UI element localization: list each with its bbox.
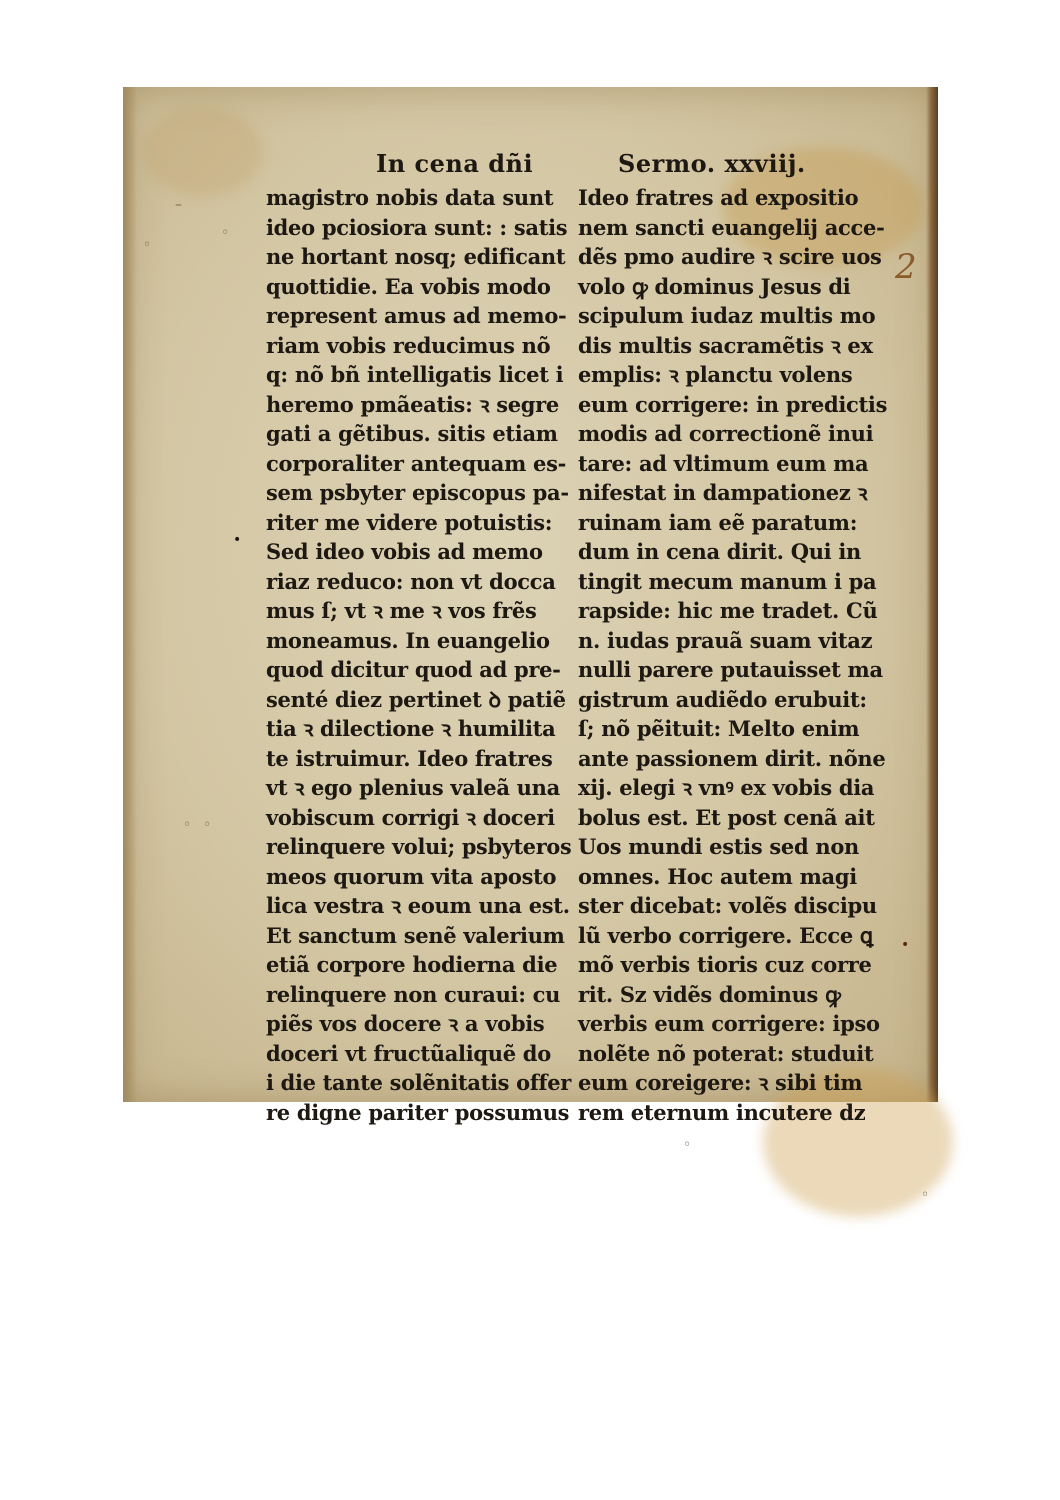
text-line: ster dicebat: volẽs discipu bbox=[578, 893, 877, 918]
text-line: piẽs vos docere ꝛ a vobis bbox=[266, 1011, 545, 1036]
text-line: riaz reduco: non vt docca bbox=[266, 568, 556, 594]
right-text-column bbox=[578, 149, 888, 1127]
text-line: volo ꝙ dominus Jesus di bbox=[578, 273, 851, 299]
age-stain bbox=[143, 107, 263, 197]
text-line: eum coreigere: ꝛ sibi tim bbox=[578, 1070, 863, 1095]
text-line: tare: ad vltimum eum ma bbox=[578, 450, 869, 476]
text-line: relinquere volui; psbyteros bbox=[266, 834, 572, 859]
text-line: Ideo fratres ad expositio bbox=[578, 185, 859, 210]
margin-dot: ◦ bbox=[143, 237, 152, 253]
text-line: meos quorum vita aposto bbox=[266, 863, 557, 889]
margin-dot: • bbox=[233, 532, 242, 548]
text-line: i die tante solẽnitatis offer bbox=[266, 1070, 571, 1095]
text-line: lica vestra ꝛ eoum una est. bbox=[266, 893, 570, 918]
running-head-left: In cena dñi bbox=[376, 149, 534, 178]
margin-dot: • bbox=[901, 937, 910, 953]
text-line: scipulum iudaz multis mo bbox=[578, 303, 876, 328]
text-line: modis ad correctionẽ inui bbox=[578, 421, 874, 446]
text-line: eum corrigere: in predictis bbox=[578, 391, 888, 417]
text-line: ante passionem dirit. nõne bbox=[578, 745, 886, 771]
text-line: riam vobis reducimus nõ bbox=[266, 332, 551, 358]
text-line: quod dicitur quod ad pre- bbox=[266, 657, 561, 682]
text-line: re digne pariter possumus bbox=[266, 1099, 570, 1125]
text-line: rit. Sz vidẽs dominus ꝙ bbox=[578, 981, 841, 1007]
right-column-lines bbox=[578, 183, 888, 1127]
margin-pencil-note: 2 bbox=[895, 247, 917, 287]
text-line: nem sancti euangelij acce- bbox=[578, 214, 885, 240]
text-line: ideo pciosiora sunt: : satis bbox=[266, 214, 568, 240]
text-line: omnes. Hoc autem magi bbox=[578, 863, 857, 889]
text-line: ne hortant nosq; edificant bbox=[266, 244, 566, 269]
text-line: riter me videre potuistis: bbox=[266, 509, 553, 535]
left-column-lines bbox=[266, 183, 571, 1127]
text-line: emplis: ꝛ planctu volens bbox=[578, 362, 853, 387]
text-line: xij. elegi ꝛ vnꝰ ex vobis dia bbox=[578, 775, 875, 800]
margin-dash: – bbox=[175, 197, 182, 213]
text-line: ruinam iam eẽ paratum: bbox=[578, 509, 858, 535]
text-line: quottidie. Ea vobis modo bbox=[266, 273, 551, 299]
text-line: etiã corpore hodierna die bbox=[266, 952, 558, 977]
margin-dot: ◦ bbox=[683, 1137, 692, 1153]
text-line: bolus est. Et post cenã ait bbox=[578, 804, 875, 830]
text-line: represent amus ad memo- bbox=[266, 303, 567, 328]
text-line: ſ; nõ pẽituit: Melto enim bbox=[578, 716, 860, 741]
text-line: moneamus. In euangelio bbox=[266, 627, 550, 653]
text-line: nulli parere putauisset ma bbox=[578, 657, 883, 682]
text-line: Sed ideo vobis ad memo bbox=[266, 539, 543, 564]
text-line: gistrum audiẽdo erubuit: bbox=[578, 686, 867, 712]
text-line: sem psbyter episcopus pa- bbox=[266, 480, 569, 505]
text-line: relinquere non curaui: cu bbox=[266, 981, 561, 1007]
running-head-right: Sermo. xxviij. bbox=[618, 149, 806, 178]
text-line: rapside: hic me tradet. Cũ bbox=[578, 598, 878, 623]
text-line: dẽs pmo audire ꝛ scire uos bbox=[578, 244, 882, 269]
text-line: heremo pmãeatis: ꝛ segre bbox=[266, 391, 559, 417]
text-line: vt ꝛ ego plenius valeã una bbox=[266, 775, 560, 800]
text-line: q: nõ bñ intelligatis licet i bbox=[266, 362, 564, 387]
text-line: te istruimur. Ideo fratres bbox=[266, 745, 553, 771]
text-line: lũ verbo corrigere. Ecce ꝗ bbox=[578, 922, 873, 948]
text-line: rem eternum incutere dz bbox=[578, 1099, 866, 1125]
page-gutter-shadow bbox=[123, 87, 137, 1102]
text-line: corporaliter antequam es- bbox=[266, 450, 567, 476]
text-line: senté diez pertinet ꝺ patiẽ bbox=[266, 686, 566, 712]
margin-dot: ◦ bbox=[221, 225, 230, 241]
text-line: mõ verbis tioris cuz corre bbox=[578, 952, 872, 977]
text-line: nifestat in dampationez ꝛ bbox=[578, 480, 868, 505]
margin-dot: ◦ bbox=[183, 817, 192, 833]
text-line: doceri vt fructũaliquẽ do bbox=[266, 1040, 551, 1066]
text-line: n. iudas prauã suam vitaz bbox=[578, 627, 873, 653]
text-line: dis multis sacramẽtis ꝛ ex bbox=[578, 332, 873, 358]
text-line: dum in cena dirit. Qui in bbox=[578, 539, 861, 564]
text-line: tia ꝛ dilectione ꝛ humilita bbox=[266, 716, 556, 741]
text-line: vobiscum corrigi ꝛ doceri bbox=[266, 804, 555, 830]
book-page bbox=[123, 87, 938, 1203]
text-line: mus ſ; vt ꝛ me ꝛ vos frẽs bbox=[266, 598, 537, 623]
margin-dot: ◦ bbox=[203, 817, 212, 833]
text-line: magistro nobis data sunt bbox=[266, 185, 554, 210]
text-line: nolẽte nõ poterat: studuit bbox=[578, 1040, 874, 1066]
text-line: gati a gẽtibus. sitis etiam bbox=[266, 421, 558, 446]
text-line: Uos mundi estis sed non bbox=[578, 834, 859, 859]
text-line: verbis eum corrigere: ipso bbox=[578, 1011, 880, 1036]
margin-dot: ◦ bbox=[921, 1187, 930, 1203]
text-line: Et sanctum senẽ valerium bbox=[266, 922, 565, 948]
text-line: tingit mecum manum i pa bbox=[578, 568, 877, 594]
page-edge bbox=[926, 87, 938, 1102]
left-text-column bbox=[266, 149, 571, 1127]
